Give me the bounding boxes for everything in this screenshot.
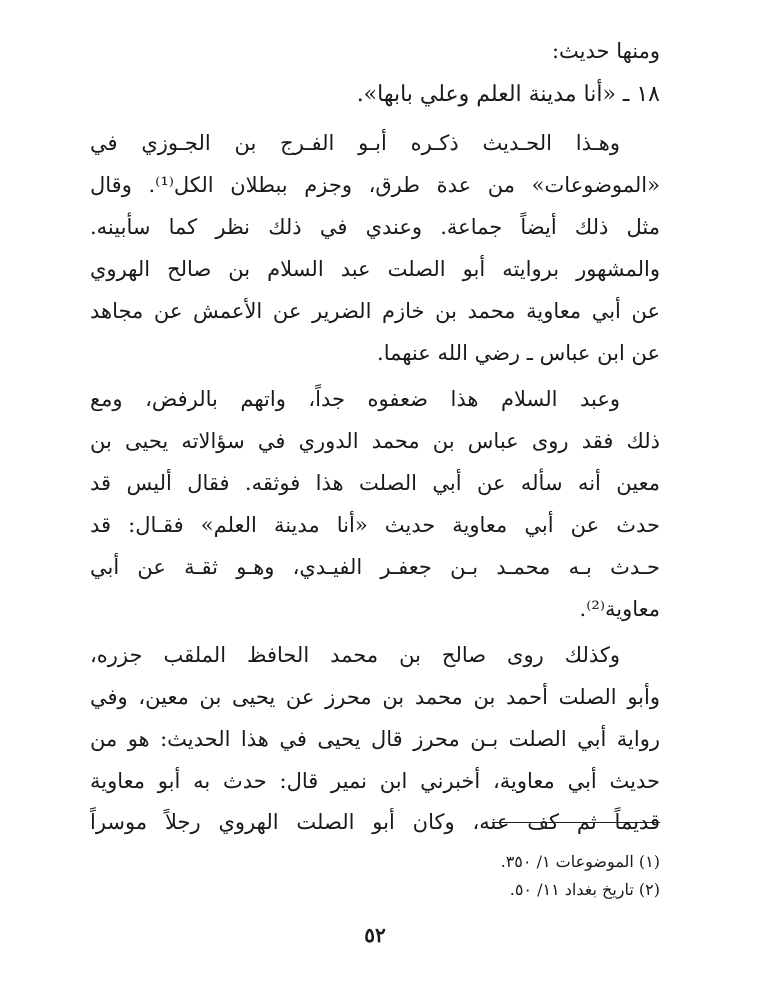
paragraph-2-line-1: وعبد السلام هذا ضعفوه جداً، واتهم بالرفض، ومع bbox=[90, 387, 620, 411]
paragraph-1-line-1: وهـذا الحـديث ذكـره أبـو الفـرج بن الجـوزي في bbox=[90, 131, 620, 155]
paragraph-2-line-2: ذلك فقد روى عباس بن محمد الدوري في سؤالاته يحيى بن bbox=[90, 429, 660, 453]
paragraph-2-line-4: حدث عن أبي معاوية حديث «أنا مدينة العلم» فقـال: قد bbox=[90, 513, 660, 537]
paragraph-3-line-5: قديماً ثم كف عنه، وكان أبو الصلت الهروي رجلاً موسراً bbox=[90, 810, 660, 834]
footnote-2: (٢) تاريخ بغداد ١١/ ٥٠. bbox=[509, 880, 660, 899]
paragraph-3-line-2: وأبو الصلت أحمد بن محمد بن محرز عن يحيى بن معين، وفي bbox=[90, 685, 660, 709]
paragraph-1-line-2: «الموضوعات» من عدة طرق، وجزم ببطلان الكل⁽¹⁾. وقال bbox=[90, 173, 660, 197]
footnote-separator bbox=[492, 822, 660, 823]
paragraph-1-line-4: والمشهور بروايته أبو الصلت عبد السلام بن صالح الهروي bbox=[90, 257, 660, 281]
paragraph-1-line-3: مثل ذلك أيضاً جماعة. وعندي في ذلك نظر كما سأبينه. bbox=[90, 215, 660, 239]
section-heading: ومنها حديث: bbox=[551, 39, 660, 63]
page-number: ٥٢ bbox=[364, 923, 386, 947]
paragraph-3-line-1: وكذلك روى صالح بن محمد الحافظ الملقب جزره، bbox=[90, 643, 620, 667]
paragraph-1-line-5: عن أبي معاوية محمد بن خازم الضرير عن الأعمش عن مجاهد bbox=[90, 299, 660, 323]
paragraph-3-line-4: حديث أبي معاوية، أخبرني ابن نمير قال: حدث به أبو معاوية bbox=[90, 769, 660, 793]
paragraph-2-line-3: معين أنه سأله عن أبي الصلت هذا فوثقه. فقال أليس قد bbox=[90, 471, 660, 495]
book-page bbox=[90, 30, 660, 975]
footnote-1: (١) الموضوعات ١/ ٣٥٠. bbox=[500, 852, 660, 871]
numbered-hadith: ١٨ ـ «أنا مدينة العلم وعلي بابها». bbox=[356, 82, 660, 107]
paragraph-1-line-6: عن ابن عباس ـ رضي الله عنهما. bbox=[377, 341, 660, 365]
paragraph-2-line-6: معاوية⁽²⁾. bbox=[579, 597, 660, 621]
paragraph-2-line-5: حـدث بـه محمـد بـن جعفـر الفيـدي، وهـو ثقـة عن أبي bbox=[90, 555, 660, 579]
paragraph-3-line-3: رواية أبي الصلت بـن محرز قال يحيى في هذا الحديث: هو من bbox=[90, 727, 660, 751]
